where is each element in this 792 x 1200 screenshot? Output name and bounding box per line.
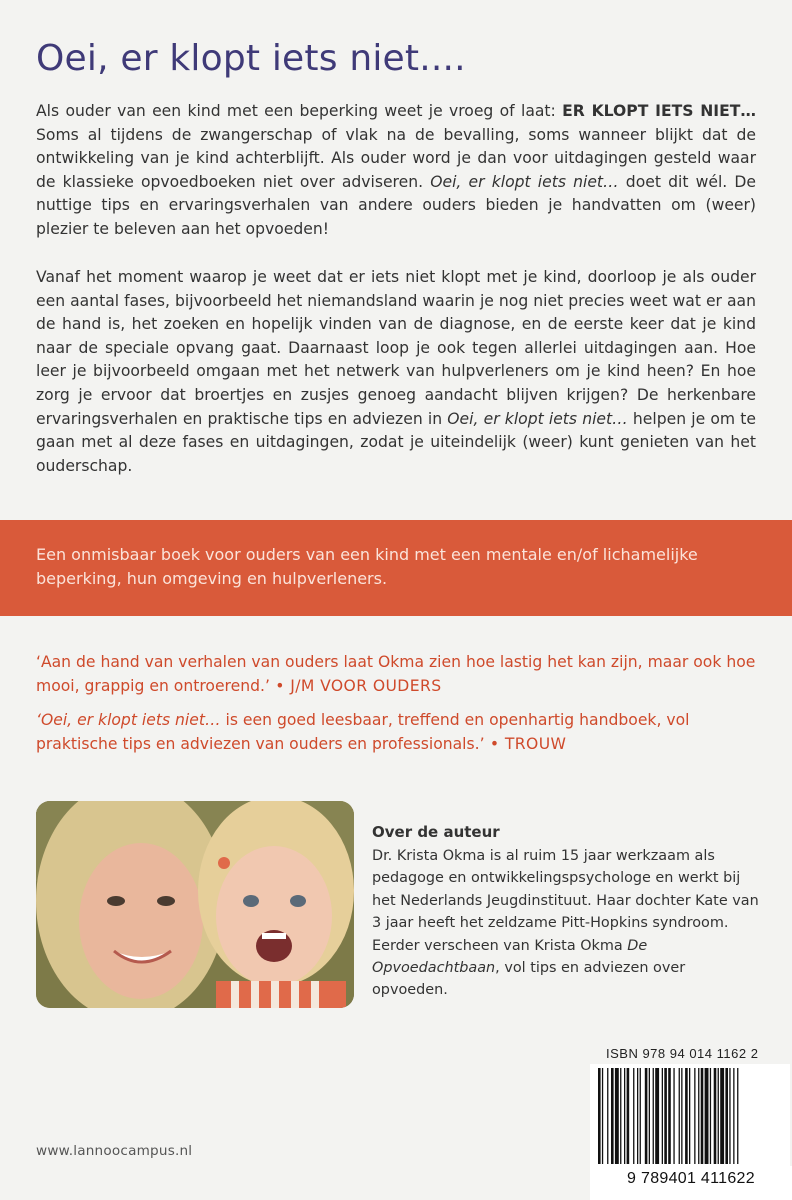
author-bio-text-2: , vol tips en adviezen over opvoeden.	[372, 960, 686, 999]
barcode-bar	[694, 1068, 695, 1164]
barcode-bar	[673, 1068, 674, 1164]
barcode-bar	[689, 1068, 690, 1164]
barcode-bar	[698, 1068, 699, 1164]
barcode-bar	[679, 1068, 680, 1164]
barcode-bar	[627, 1068, 630, 1164]
barcode-bar	[602, 1068, 603, 1164]
barcode-bar	[710, 1068, 711, 1164]
barcode-bar	[718, 1068, 719, 1164]
body-text-1: Vanaf het moment waarop je weet dat er iets niet klopt met je kind, doorloop je als ouder een aantal fases, bijvoorbeeld het niemandsland waarin je nog niet precies weet wat er aan de hand is, het zoeken en hopelijk vinden van de diagnose, en de eerste keer dat je kind naar de speciale opvang gaat. Daarnaast loop je ook tegen allerlei uitdagingen aan. Hoe leer je bijvoorbeeld omgaan met het netwerk van hulpverleners om je kind heen? En hoe zorg je ervoor dat broertjes en zusjes genoeg aandacht blijven krijgen? De herkenbare ervaringsverhalen en praktische tips en adviezen in	[36, 268, 756, 428]
barcode-bar	[701, 1068, 704, 1164]
body-text-2: helpen je om te gaan met al deze fases en uitdagingen, zodat je uiteindelijk (weer) kunt genieten van het ouderschap.	[36, 409, 756, 475]
review-quote-1	[36, 650, 756, 698]
barcode-bar	[714, 1068, 717, 1164]
barcode-bar	[725, 1068, 728, 1164]
barcode-bar	[662, 1068, 663, 1164]
barcode-bar	[637, 1068, 638, 1164]
quote-1-source: • J/M VOOR OUDERS	[269, 677, 442, 695]
barcode	[590, 1064, 790, 1166]
intro-italic-title: Oei, er klopt iets niet…	[430, 172, 619, 191]
barcode-bar	[681, 1068, 682, 1164]
isbn-label: ISBN 978 94 014 1162 2	[606, 1046, 759, 1061]
barcode-bar	[607, 1068, 608, 1164]
barcode-bar	[598, 1068, 601, 1164]
barcode-bar	[655, 1068, 659, 1164]
barcode-bar	[720, 1068, 724, 1164]
author-photo	[36, 801, 354, 1008]
author-bio	[372, 845, 762, 1002]
barcode-bar	[645, 1068, 648, 1164]
barcode-bar	[615, 1068, 619, 1164]
review-quote-2	[36, 708, 756, 756]
body-paragraph	[36, 266, 756, 478]
barcode-bar	[611, 1068, 614, 1164]
quote-2-italic: ‘Oei, er klopt iets niet…	[36, 711, 221, 729]
barcode-bar	[733, 1068, 734, 1164]
barcode-bar	[685, 1068, 688, 1164]
quote-2-source: • TROUW	[484, 735, 567, 753]
publisher-url: www.lannoocampus.nl	[36, 1143, 193, 1159]
barcode-bar	[653, 1068, 654, 1164]
intro-lead: Als ouder van een kind met een beperking weet je vroeg of laat:	[36, 102, 563, 120]
barcode-digits: 9 789401 411622	[590, 1166, 792, 1200]
author-bio-italic: De Opvoedachtbaan	[372, 937, 648, 977]
promo-banner-text: Een onmisbaar boek voor ouders van een kind met een mentale en/of lichamelijke beperking, hun omgeving en hulpverleners.	[36, 545, 698, 588]
intro-caps: ER KLOPT IETS NIET…	[562, 102, 756, 120]
barcode-bar	[737, 1068, 738, 1164]
author-bio-text-1: Dr. Krista Okma is al ruim 15 jaar werkzaam als pedagoge en ontwikkelingspsychologe en werkt bij het Nederlands Jeugdinstituut. Haar dochter Kate van 3 jaar heeft het zeldzame Pitt-Hopkins syndroom. Eerder verscheen van Krista Okma	[372, 848, 759, 954]
barcode-bar	[729, 1068, 730, 1164]
barcode-bar	[664, 1068, 667, 1164]
quote-2-text: is een goed leesbaar, treffend en openhartig handboek, vol praktische tips en adviezen van ouders en professionals.’	[36, 711, 690, 753]
barcode-bar	[649, 1068, 650, 1164]
author-heading: Over de auteur	[372, 823, 500, 841]
intro-text-1: Soms al tijdens de zwangerschap of vlak na de bevalling, soms wanneer blijkt dat de ontwikkeling van je kind achterblijft. Als ouder word je dan voor uitdagingen gesteld waar de klassieke opvoedboeken niet over adviseren.	[36, 125, 756, 191]
barcode-bar	[640, 1068, 641, 1164]
body-italic-title: Oei, er klopt iets niet…	[447, 409, 628, 428]
barcode-bar	[624, 1068, 625, 1164]
intro-text-2: doet dit wél. De nuttige tips en ervaringsverhalen van andere ouders bieden je handvatten om (weer) plezier te beleven aan het opvoeden!	[36, 172, 757, 238]
barcode-bar	[620, 1068, 621, 1164]
quote-1-text: ‘Aan de hand van verhalen van ouders laat Okma zien hoe lastig het kan zijn, maar ook hoe mooi, grappig en ontroerend.’	[36, 653, 756, 695]
intro-paragraph	[36, 100, 756, 242]
barcode-bar	[633, 1068, 634, 1164]
barcode-bar	[668, 1068, 671, 1164]
book-title: Oei, er klopt iets niet....	[36, 38, 466, 79]
barcode-bar	[705, 1068, 709, 1164]
